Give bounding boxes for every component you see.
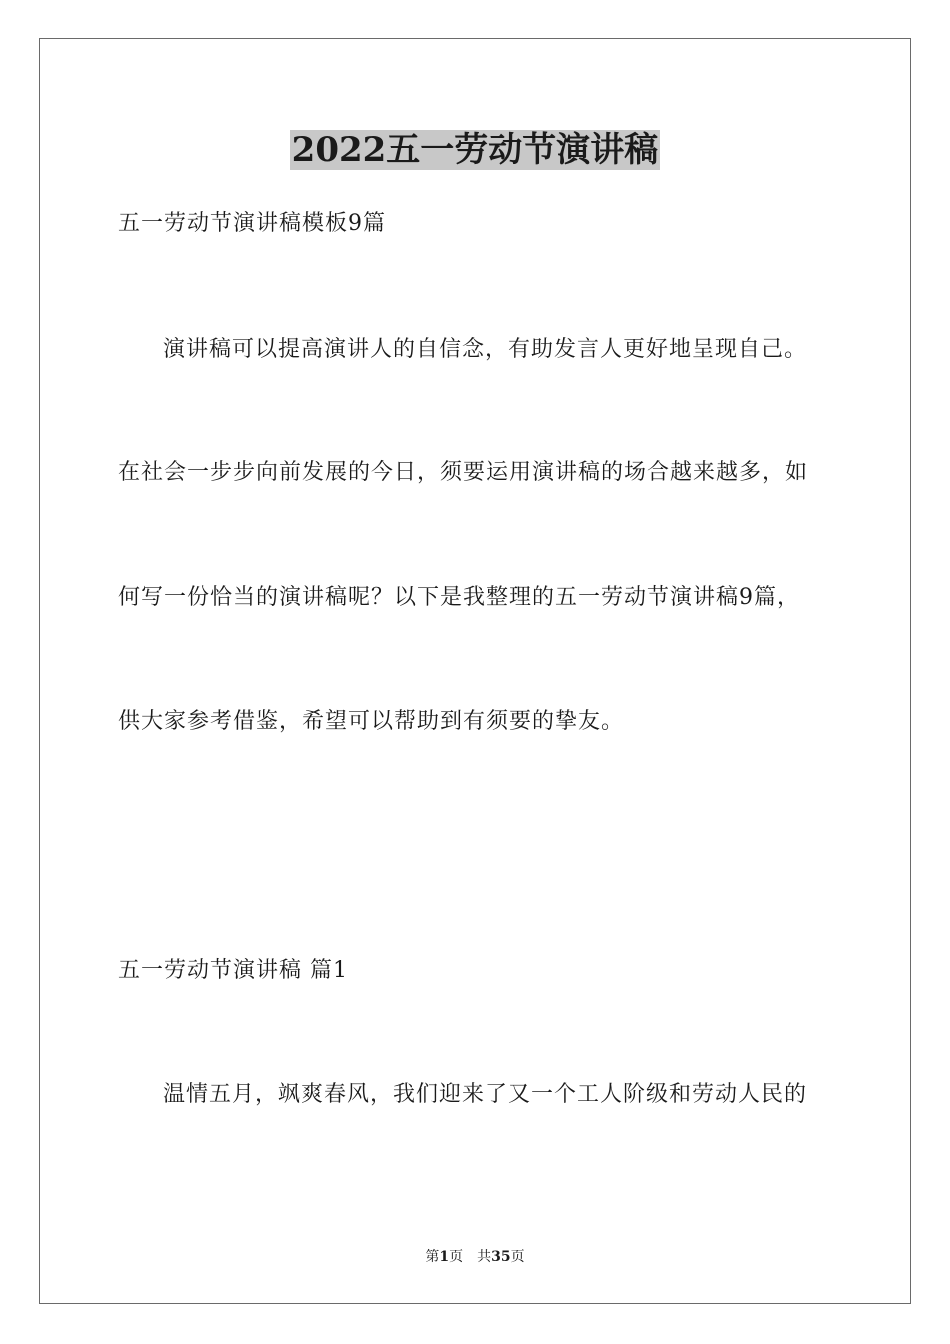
intro-line-4: 供大家参考借鉴，希望可以帮助到有须要的挚友。: [118, 709, 625, 734]
section-first-line: 温情五月，飒爽春风，我们迎来了又一个工人阶级和劳动人民的: [163, 1082, 808, 1107]
footer-page-prefix: 第: [425, 1249, 440, 1265]
intro-line-2: 在社会一步步向前发展的今日，须要运用演讲稿的场合越来越多，如: [118, 460, 809, 485]
document-subtitle: 五一劳动节演讲稿模板9篇: [118, 211, 386, 236]
document-title: [0, 128, 950, 172]
intro-line-1: 演讲稿可以提高演讲人的自信念，有助发言人更好地呈现自己。: [163, 337, 808, 362]
document-title-text: 2022五一劳动节演讲稿: [291, 130, 659, 170]
page-footer: [0, 1247, 950, 1267]
footer-page-suffix: 页: [510, 1249, 525, 1265]
footer-page-total: 35: [491, 1249, 511, 1265]
section-heading: 五一劳动节演讲稿 篇1: [118, 958, 348, 983]
intro-line-3: 何写一份恰当的演讲稿呢？以下是我整理的五一劳动节演讲稿9篇，: [118, 585, 800, 610]
footer-page-mid: 页 共: [449, 1249, 492, 1265]
footer-page-current: 1: [439, 1249, 450, 1265]
